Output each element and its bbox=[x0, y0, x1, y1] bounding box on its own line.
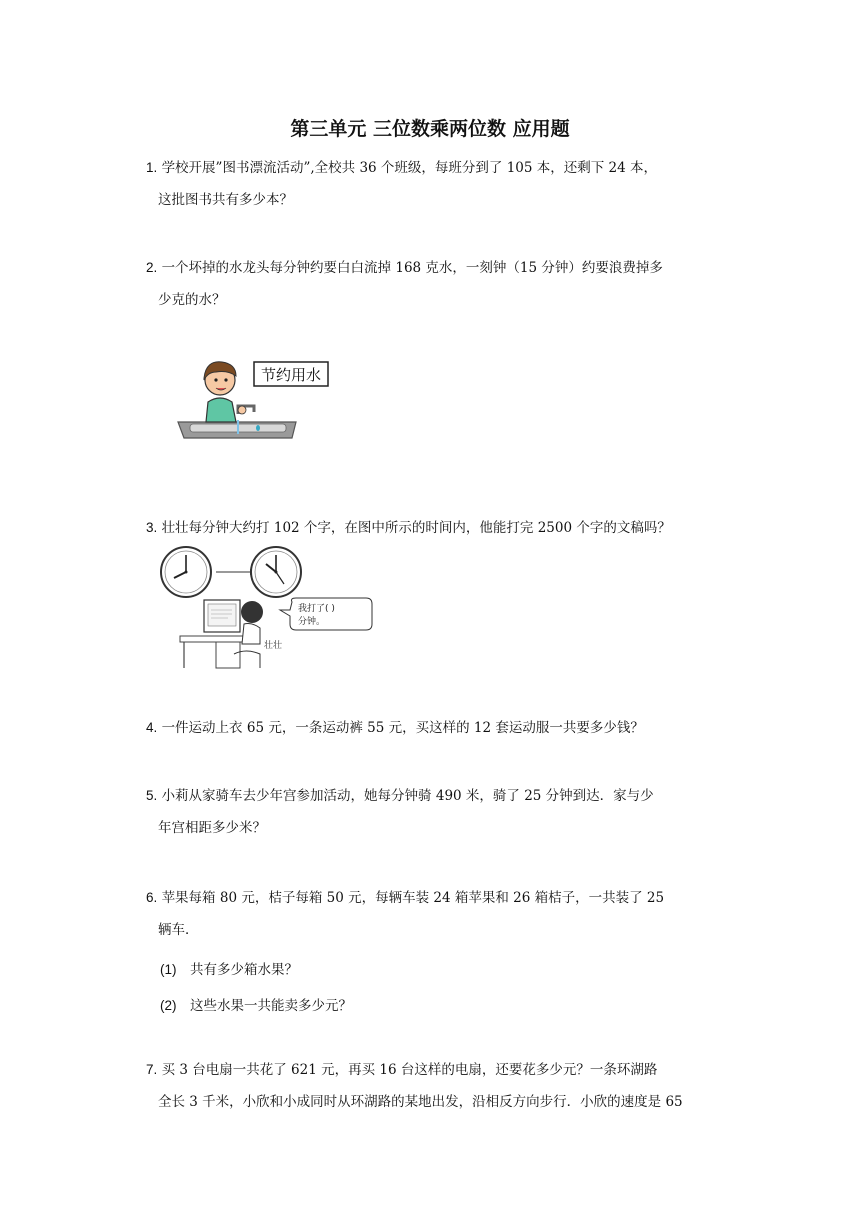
question-3 bbox=[146, 512, 736, 544]
bubble-text-2: 分钟。 bbox=[298, 617, 326, 627]
end-clock bbox=[251, 547, 301, 597]
question-number: 1. bbox=[146, 160, 158, 175]
question-text: 一个坏掉的水龙头每分钟约要白白流掉 168 克水，一刻钟（15 分钟）约要浪费掉多 bbox=[161, 260, 663, 276]
question-text-cont: 全长 3 千米，小欣和小成同时从环湖路的某地出发，沿相反方向步行．小欣的速度是 65 bbox=[158, 1094, 683, 1110]
question-7 bbox=[146, 1054, 736, 1118]
character-name: 壮壮 bbox=[264, 641, 283, 651]
question-text-cont: 这批图书共有多少本？ bbox=[158, 192, 293, 208]
typing-illustration bbox=[156, 544, 376, 676]
page-title: 第三单元 三位数乘两位数 应用题 bbox=[290, 118, 570, 140]
question-text: 买 3 台电扇一共花了 621 元，再买 16 台这样的电扇，还要花多少元？一条环湖路 bbox=[161, 1062, 658, 1078]
sub-question-1 bbox=[160, 958, 298, 978]
question-number: 7. bbox=[146, 1062, 158, 1077]
bubble-text-1: 我打了( ) bbox=[298, 604, 335, 614]
question-number: 4. bbox=[146, 720, 158, 735]
question-4 bbox=[146, 712, 736, 744]
sub-question-number: (1) bbox=[160, 962, 177, 977]
question-text: 苹果每箱 80 元，桔子每箱 50 元，每辆车装 24 箱苹果和 26 箱桔子，一共装了 25 bbox=[161, 890, 665, 906]
question-5 bbox=[146, 780, 736, 844]
sub-question-text: 这些水果一共能卖多少元？ bbox=[190, 998, 352, 1014]
question-6 bbox=[146, 882, 736, 946]
question-number: 2. bbox=[146, 260, 158, 275]
question-text: 学校开展”图书漂流活动”,全校共 36 个班级，每班分到了 105 本，还剩下 24 本， bbox=[161, 160, 658, 176]
question-text: 一件运动上衣 65 元，一条运动裤 55 元，买这样的 12 套运动服一共要多少钱？ bbox=[161, 720, 644, 736]
sub-question-number: (2) bbox=[160, 998, 177, 1013]
question-text: 小莉从家骑车去少年宫参加活动，她每分钟骑 490 米，骑了 25 分钟到达．家与少 bbox=[161, 788, 654, 804]
question-number: 6. bbox=[146, 890, 158, 905]
question-text-cont: 年宫相距多少米？ bbox=[158, 820, 266, 836]
water-saving-illustration bbox=[176, 350, 336, 442]
question-1 bbox=[146, 152, 736, 216]
question-number: 3. bbox=[146, 520, 158, 535]
question-text: 壮壮每分钟大约打 102 个字，在图中所示的时间内，他能打完 2500 个字的文稿吗？ bbox=[161, 520, 671, 536]
sub-question-2 bbox=[160, 994, 352, 1014]
question-number: 5. bbox=[146, 788, 158, 803]
question-text-cont: 少克的水？ bbox=[158, 292, 226, 308]
question-text-cont: 辆车． bbox=[158, 922, 199, 938]
sign-text: 节约用水 bbox=[260, 366, 322, 384]
sub-question-text: 共有多少箱水果？ bbox=[190, 962, 298, 978]
question-2 bbox=[146, 252, 736, 316]
start-clock bbox=[161, 547, 211, 597]
